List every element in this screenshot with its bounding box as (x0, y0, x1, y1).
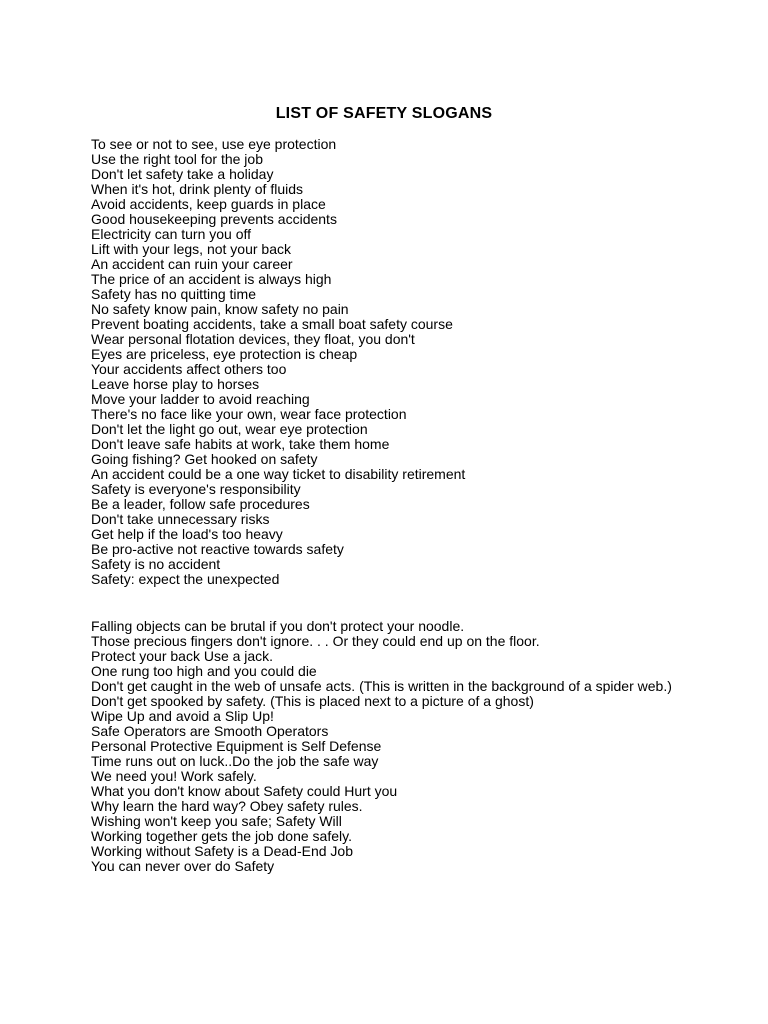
slogan-item: Avoid accidents, keep guards in place (91, 196, 326, 212)
slogan-list-primary (91, 137, 691, 587)
slogan-item: Move your ladder to avoid reaching (91, 391, 310, 407)
slogan-item: An accident could be a one way ticket to disability retirement (91, 466, 466, 482)
slogan-list-secondary (91, 619, 691, 874)
slogan-item: Wishing won't keep you safe; Safety Will (91, 813, 342, 829)
slogan-item: Safety is no accident (91, 556, 221, 572)
slogan-item: Working without Safety is a Dead-End Job (91, 843, 353, 859)
slogan-item: Personal Protective Equipment is Self Defense (91, 738, 382, 754)
slogan-item: Going fishing? Get hooked on safety (91, 451, 318, 467)
slogan-item: Electricity can turn you off (91, 226, 252, 242)
slogan-item: Don't let the light go out, wear eye protection (91, 421, 368, 437)
slogan-item: Falling objects can be brutal if you don't protect your noodle. (91, 618, 465, 634)
slogan-item: Use the right tool for the job (91, 151, 263, 167)
slogan-item: One rung too high and you could die (91, 663, 317, 679)
slogan-item: What you don't know about Safety could Hurt you (91, 783, 398, 799)
slogan-item: Wipe Up and avoid a Slip Up! (91, 708, 274, 724)
slogan-item: Your accidents affect others too (91, 361, 287, 377)
slogan-item: Don't get caught in the web of unsafe acts. (This is written in the background of a spider web.) (91, 678, 672, 694)
page-title: LIST OF SAFETY SLOGANS (275, 105, 493, 122)
slogan-item: To see or not to see, use eye protection (91, 136, 337, 152)
slogan-item: Don't get spooked by safety. (This is placed next to a picture of a ghost) (91, 693, 534, 709)
slogan-item: Protect your back Use a jack. (91, 648, 274, 664)
slogan-item: We need you! Work safely. (91, 768, 257, 784)
slogan-item: Be a leader, follow safe procedures (91, 496, 310, 512)
slogan-item: The price of an accident is always high (91, 271, 332, 287)
slogan-item: An accident can ruin your career (91, 256, 293, 272)
slogan-item: There's no face like your own, wear face protection (91, 406, 407, 422)
slogan-item: Wear personal flotation devices, they float, you don't (91, 331, 415, 347)
slogan-item: Time runs out on luck..Do the job the safe way (91, 753, 379, 769)
slogan-item: Prevent boating accidents, take a small boat safety course (91, 316, 453, 332)
slogan-item: Don't take unnecessary risks (91, 511, 270, 527)
slogan-item: Be pro-active not reactive towards safety (91, 541, 344, 557)
slogan-item: Lift with your legs, not your back (91, 241, 291, 257)
slogan-item: Don't let safety take a holiday (91, 166, 274, 182)
slogan-item: Why learn the hard way? Obey safety rules. (91, 798, 363, 814)
slogan-item: Safety: expect the unexpected (91, 571, 280, 587)
slogan-item: Safety is everyone's responsibility (91, 481, 301, 497)
slogan-item: Eyes are priceless, eye protection is cheap (91, 346, 358, 362)
slogan-item: You can never over do Safety (91, 858, 275, 874)
slogan-item: No safety know pain, know safety no pain (91, 301, 349, 317)
slogan-item: Don't leave safe habits at work, take them home (91, 436, 390, 452)
slogan-item: Safe Operators are Smooth Operators (91, 723, 329, 739)
slogan-item: When it's hot, drink plenty of fluids (91, 181, 303, 197)
slogan-item: Get help if the load's too heavy (91, 526, 283, 542)
slogan-item: Leave horse play to horses (91, 376, 260, 392)
slogan-item: Working together gets the job done safely. (91, 828, 352, 844)
slogan-item: Those precious fingers don't ignore. . . Or they could end up on the floor. (91, 633, 540, 649)
slogan-item: Safety has no quitting time (91, 286, 256, 302)
slogan-item: Good housekeeping prevents accidents (91, 211, 337, 227)
